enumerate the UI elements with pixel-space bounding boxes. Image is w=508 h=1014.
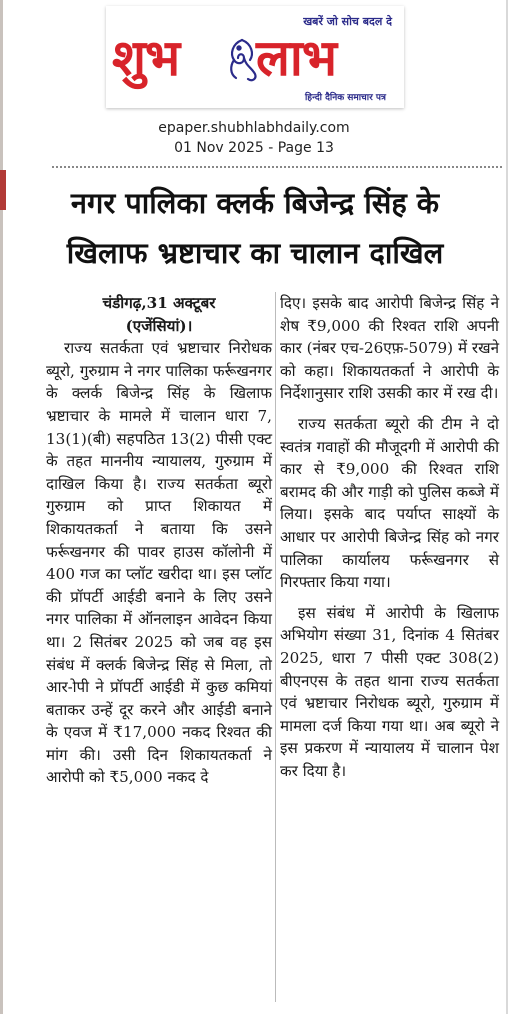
article-column-left	[46, 292, 272, 789]
column-divider	[275, 292, 276, 1002]
article-paragraph: राज्य सतर्कता ब्यूरो की टीम ने दो स्वतंत्र गवाहों की मौजूदगी में आरोपी की कार से ₹9,000 की रिश्वत राशि बरामद की और गाड़ी को पुलिस कब्जे में लिया। इसके बाद पर्याप्त साक्ष्यों के आधार पर आरोपी बिजेन्द्र सिंह को नगर पालिका कार्यालय फर्रूखनगर से गिरफ्तार किया गया।	[280, 414, 499, 592]
masthead	[106, 6, 404, 108]
dateline-agency: (एजेंसियां)।	[125, 316, 193, 335]
dateline-place-date: चंडीगढ़,31 अक्टूबर	[102, 294, 216, 312]
headline-line-1: नगर पालिका क्लर्क बिजेन्द्र सिंह के	[70, 186, 440, 220]
logo-word-shubh: शुभ	[112, 29, 180, 87]
article-paragraph: दिए। इसके बाद आरोपी बिजेन्द्र सिंह ने शेष ₹9,000 की रिश्वत राशि अपनी कार (नंबर एच-26एफ़-5079) में रखने को कहा। शिकायतकर्ता ने आरोपी के निर्देशानुसार राशि उसकी कार में रख दी।	[280, 294, 499, 403]
dotted-divider	[52, 166, 502, 168]
page-edge-marker	[0, 170, 6, 210]
masthead-tagline: खबरें जो सोच बदल दे	[303, 15, 392, 28]
article-paragraph: इस संबंध में आरोपी के खिलाफ अभियोग संख्या 31, दिनांक 4 सितंबर 2025, धारा 7 पीसी एक्ट 308(2) बीएनएस के तहत थाना राज्य सतर्कता एवं भ्रष्टाचार निरोधक ब्यूरो, गुरुग्राम में मामला दर्ज किया गया था। अब ब्यूरो ने इस प्रकरण में न्यायालय में चालान पेश कर दिया है।	[280, 603, 499, 780]
epaper-url: epaper.shubhlabhdaily.com	[158, 120, 350, 136]
logo-word-laabh: लाभ	[256, 29, 336, 87]
headline-line-2: खिलाफ भ्रष्टाचार का चालान दाखिल	[66, 236, 444, 270]
masthead-subline: हिन्दी दैनिक समाचार पत्र	[304, 93, 386, 103]
article-paragraph: राज्य सतर्कता एवं भ्रष्टाचार निरोधक ब्यूरो, गुरुग्राम ने नगर पालिका फर्रूखनगर के क्लर्क बिजेन्द्र सिंह के खिलाफ भ्रष्टाचार के मामले में चालान धारा 7, 13(1)(बी) सहपठित 13(2) पीसी एक्ट के तहत माननीय न्यायालय, गुरुग्राम में दाखिल किया है। राज्य सतर्कता ब्यूरो गुरुग्राम को प्राप्त शिकायत में शिकायतकर्ता ने बताया कि उसने फर्रूखनगर की पावर हाउस कॉलोनी में 400 गज का प्लॉट खरीदा था। इस प्लॉट की प्रॉपर्टी आईडी बनाने के लिए उसने नगर पालिका में ऑनलाइन आवेदन किया था। 2 सितंबर 2025 को जब वह इस संबंध में क्लर्क बिजेन्द्र सिंह से मिला, तो आर-ोपी ने प्रॉपर्टी आईडी में कुछ कमियां बताकर उन्हें दूर करने और आईडी बनाने के एवज में ₹17,000 नकद रिश्वत की मांग की। उसी दिन शिकायतकर्ता ने आरोपी को ₹5,000 नकद दे	[46, 339, 272, 787]
edition-date-page: 01 Nov 2025 - Page 13	[174, 140, 334, 156]
article-column-right	[280, 292, 499, 782]
article-headline	[10, 178, 500, 278]
